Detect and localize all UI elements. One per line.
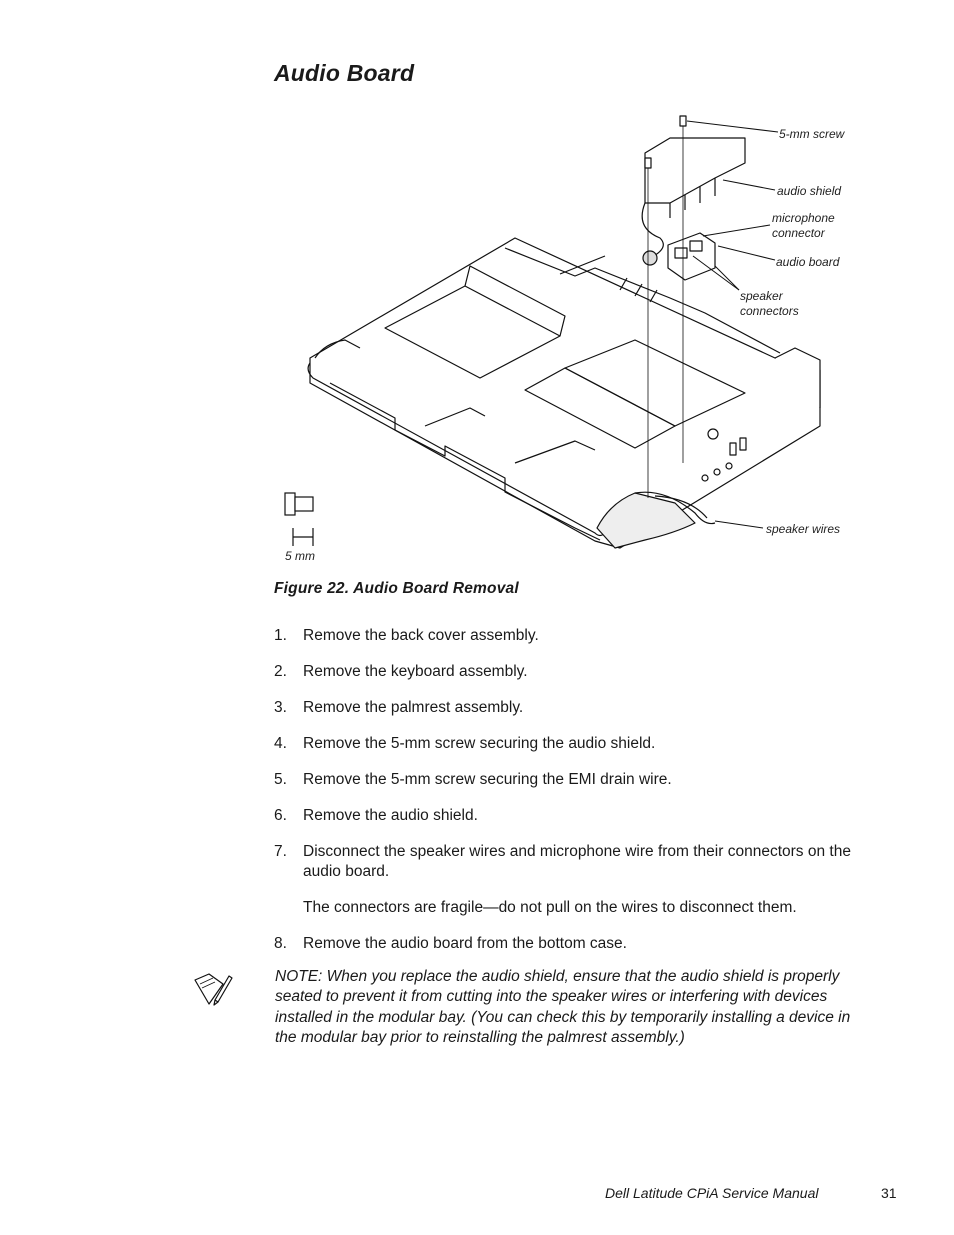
list-item (274, 806, 874, 826)
step-text: Remove the 5-mm screw securing the audio shield. (303, 735, 656, 752)
exploded-view-drawing (275, 108, 875, 568)
leader-mic (703, 225, 770, 236)
step-number: 3. (274, 699, 287, 716)
note-text: NOTE: When you replace the audio shield, ensure that the audio shield is properly seated to prevent it from cutting into the speaker wires or interfering with devices installed in the modular bay. (You can check this by temporarily installing a device in the modular bay prior to reinstalling the palmrest assembly.) (275, 968, 851, 1047)
callout-audio-shield: audio shield (777, 184, 842, 198)
scale-label: 5 mm (285, 549, 315, 563)
leader-shield (723, 180, 775, 190)
page-title: Audio Board (274, 60, 415, 86)
list-item (274, 698, 874, 718)
step-number: 8. (274, 935, 287, 952)
list-item (274, 626, 874, 646)
step-number: 5. (274, 771, 287, 788)
list-item (274, 770, 874, 790)
step-text: Remove the 5-mm screw securing the EMI drain wire. (303, 771, 672, 788)
callout-speaker-wires: speaker wires (766, 522, 841, 536)
scale-screw-head (285, 493, 295, 515)
footer-title: Dell Latitude CPiA Service Manual (605, 1185, 819, 1201)
leader-speaker-2 (715, 266, 739, 290)
step-text: Remove the palmrest assembly. (303, 699, 524, 716)
callout-5mm-screw: 5-mm screw (779, 127, 845, 141)
step-text: Remove the audio board from the bottom case. (303, 935, 627, 952)
callout-microphone-connector: microphone connector (772, 211, 835, 240)
step-note-paragraph: The connectors are fragile—do not pull on the wires to disconnect them. (303, 899, 797, 916)
note-pencil-icon (193, 970, 233, 1008)
step-text: Remove the back cover assembly. (303, 627, 539, 644)
callout-audio-board: audio board (776, 255, 840, 269)
scale-screw-shaft (295, 497, 313, 511)
list-item (274, 842, 874, 918)
bottom-case-outline (310, 238, 820, 548)
step-text: Disconnect the speaker wires and microphone wire from their connectors on the audio board. (303, 843, 851, 880)
callout-speaker-connectors: speaker connectors (740, 289, 799, 318)
step-number: 6. (274, 807, 287, 824)
audio-board-removal-figure (275, 108, 875, 568)
list-item (274, 934, 874, 954)
audio-shield-drawing (645, 138, 745, 203)
list-item (274, 662, 874, 682)
step-text: Remove the audio shield. (303, 807, 478, 824)
leader-board (718, 246, 775, 260)
list-item (274, 734, 874, 754)
leader-wires (715, 521, 763, 528)
step-number: 7. (274, 843, 287, 860)
drain-screw (645, 158, 651, 168)
figure-caption: Figure 22. Audio Board Removal (274, 580, 519, 597)
removal-steps (274, 626, 874, 970)
top-screw (680, 116, 686, 126)
step-number: 2. (274, 663, 287, 680)
page-number: 31 (881, 1185, 897, 1201)
leader-screw (687, 121, 778, 132)
step-number: 4. (274, 735, 287, 752)
step-number: 1. (274, 627, 287, 644)
step-text: Remove the keyboard assembly. (303, 663, 528, 680)
